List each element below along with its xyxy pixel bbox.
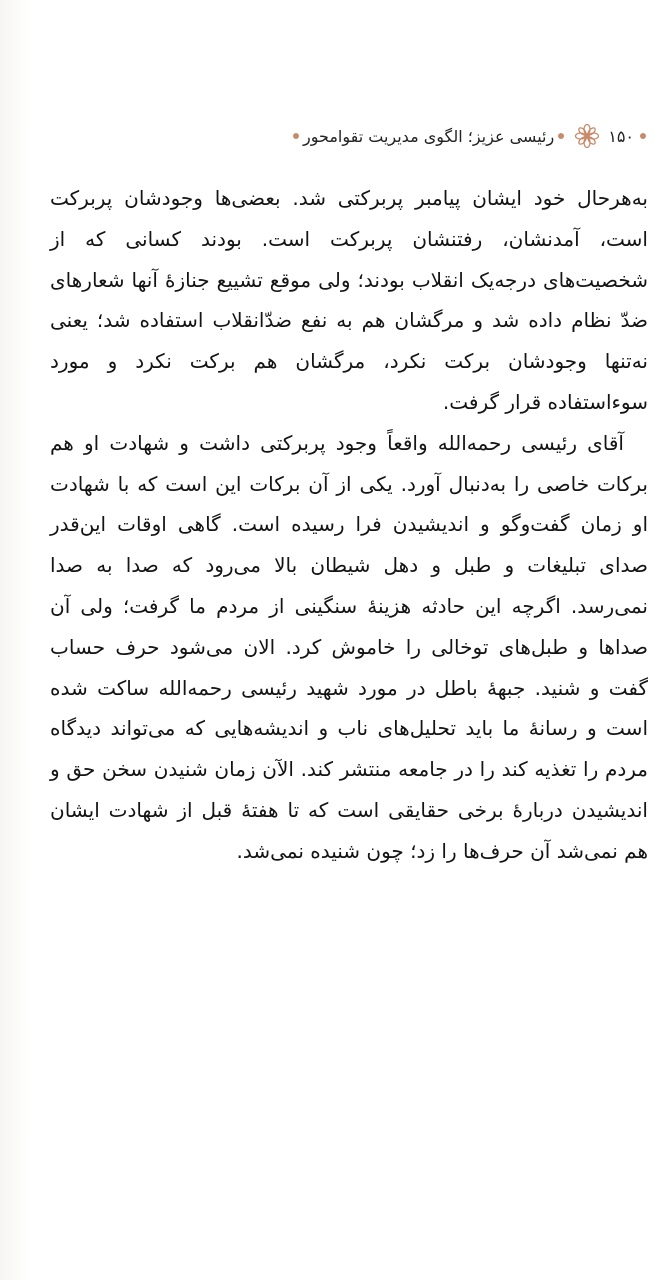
header-dot-right [640,133,646,139]
body-text [50,178,648,872]
paragraph-2: آقای رئیسی رحمه‌الله واقعاً وجود پربرکتی داشت و شهادت او هم برکات خاصی را به‌دنبال آورد. یکی از آن برکات این است که با شهادت او زمان گفت‌وگو و اندیشیدن فرا رسیده است. گاهی اوقات این‌قدر صدای تبلیغات و طبل و دهل شیطان بالا می‌رود که صدا به صدا نمی‌رسد. اگرچه این حادثه هزینهٔ سنگینی از مردم ما گرفت؛ ولی آن صداها و طبل‌های توخالی را خاموش کرد. الان می‌شود حرف حساب گفت و شنید. جبههٔ باطل در مورد شهید رئیسی رحمه‌الله ساکت شده است و رسانهٔ ما باید تحلیل‌های ناب و اندیشه‌هایی که می‌تواند دیدگاه مردم را تغذیه کند را در جامعه منتشر کند. الآن زمان شنیدن سخن حق و اندیشیدن دربارهٔ برخی حقایقی است که تا هفتهٔ قبل از شهادت ایشان هم نمی‌شد آن حرف‌ها را زد؛ چون شنیده نمی‌شد. [50,430,648,863]
header-dot-middle [558,133,564,139]
header-dot-left [293,133,299,139]
flower-ornament-icon [574,123,600,149]
paragraph-1: به‌هرحال خود ایشان پیامبر پربرکتی شد. بعضی‌ها وجودشان پربرکت است، آمدنشان، رفتنشان پربرکت است. بودند کسانی که از شخصیت‌های درجه‌یک انقلاب بودند؛ ولی موقع تشییع جنازهٔ آنها شعارهای ضدّ نظام داده شد و مرگشان هم به نفع ضدّانقلاب استفاده شد؛ یعنی نه‌تنها وجودشان برکت نکرد، مرگشان هم برکت نکرد و مورد سوءاستفاده قرار گرفت. [50,186,648,414]
page-header [40,118,650,154]
page-number: ۱۵۰ [608,126,634,146]
running-title: رئیسی عزیز؛ الگوی مدیریت تقوامحور [303,126,555,146]
